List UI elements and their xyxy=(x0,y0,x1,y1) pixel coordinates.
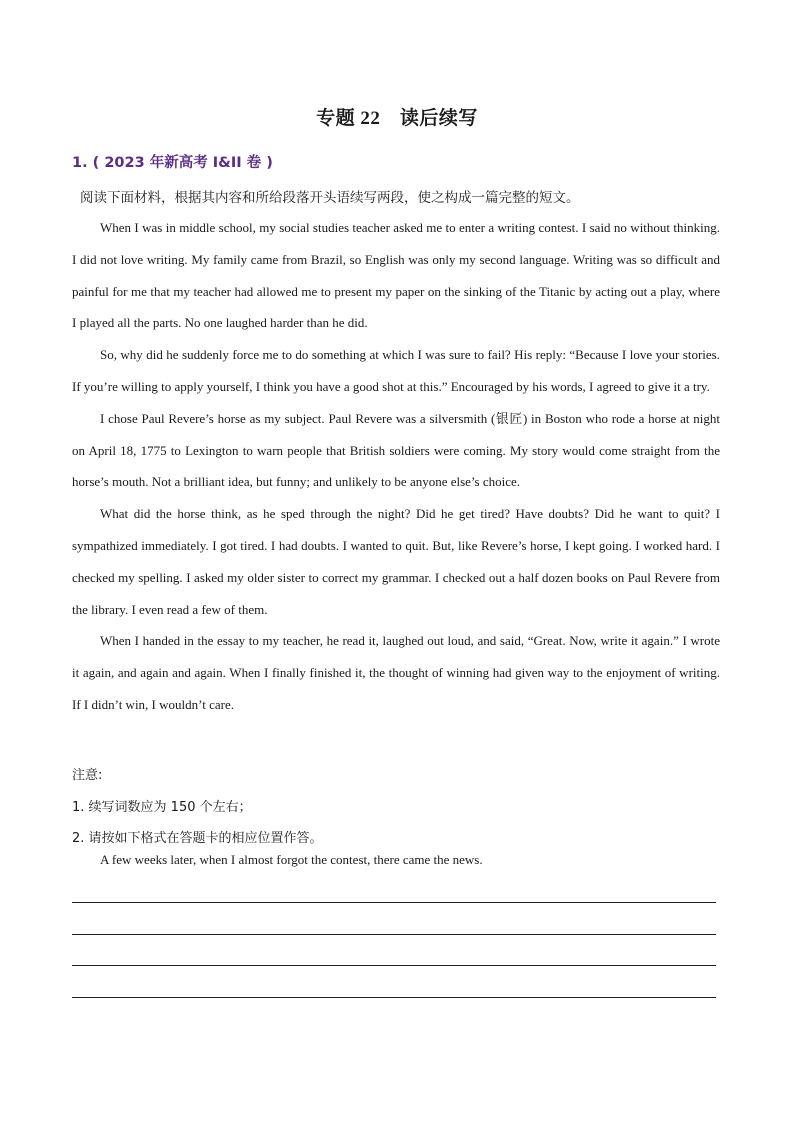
answer-line[interactable] xyxy=(72,934,716,935)
continuation-opening: A few weeks later, when I almost forgot the contest, there came the news. xyxy=(100,852,483,867)
question-instruction: 阅读下面材料，根据其内容和所给段落开头语续写两段，使之构成一篇完整的短文。 xyxy=(80,190,580,206)
passage-paragraph: So, why did he suddenly force me to do something at which I was sure to fail? His reply: “Because I love your stories. If you’re willing to apply yourself, I think you have a good shot at this.” Encouraged by his words, I agreed to give it a try. xyxy=(72,347,720,394)
note-item: 2. 请按如下格式在答题卡的相应位置作答。 xyxy=(72,831,323,846)
answer-line[interactable] xyxy=(72,997,716,998)
notes-section xyxy=(72,760,323,855)
answer-line[interactable] xyxy=(72,902,716,903)
reading-passage xyxy=(72,212,720,721)
note-item: 1. 续写词数应为 150 个左右； xyxy=(72,799,252,815)
question-heading: 1. ( 2023 年新高考 I&II 卷 ) xyxy=(72,155,273,171)
answer-line[interactable] xyxy=(72,965,716,966)
passage-paragraph: When I handed in the essay to my teacher, he read it, laughed out loud, and said, “Great. Now, write it again.” I wrote it again, and again and again. When I finally finished it, the thought of winning had given way to the enjoyment of writing. If I didn’t win, I wouldn’t care. xyxy=(72,633,720,712)
passage-paragraph: What did the horse think, as he sped through the night? Did he get tired? Have doubts? Did he want to quit? I sympathized immediately. I got tired. I had doubts. I wanted to quit. But, like Revere’s horse, I kept going. I worked hard. I checked my spelling. I asked my older sister to correct my grammar. I checked out a half dozen books on Paul Revere from the library. I even read a few of them. xyxy=(72,506,720,617)
page-title: 专题 22 读后续写 xyxy=(316,108,478,129)
passage-paragraph: I chose Paul Revere’s horse as my subject. Paul Revere was a silversmith (银匠) in Boston who rode a horse at night on April 18, 1775 to Lexington to warn people that British soldiers were coming. My story would come straight from the horse’s mouth. Not a brilliant idea, but funny; and unlikely to be anyone else’s choice. xyxy=(72,410,720,490)
notes-label: 注意: xyxy=(72,768,103,783)
passage-paragraph: When I was in middle school, my social studies teacher asked me to enter a writing contest. I said no without thinking. I did not love writing. My family came from Brazil, so English was only my second language. Writing was so difficult and painful for me that my teacher had allowed me to present my paper on the sinking of the Titanic by acting out a play, where I played all the parts. No one laughed harder than he did. xyxy=(72,220,720,331)
